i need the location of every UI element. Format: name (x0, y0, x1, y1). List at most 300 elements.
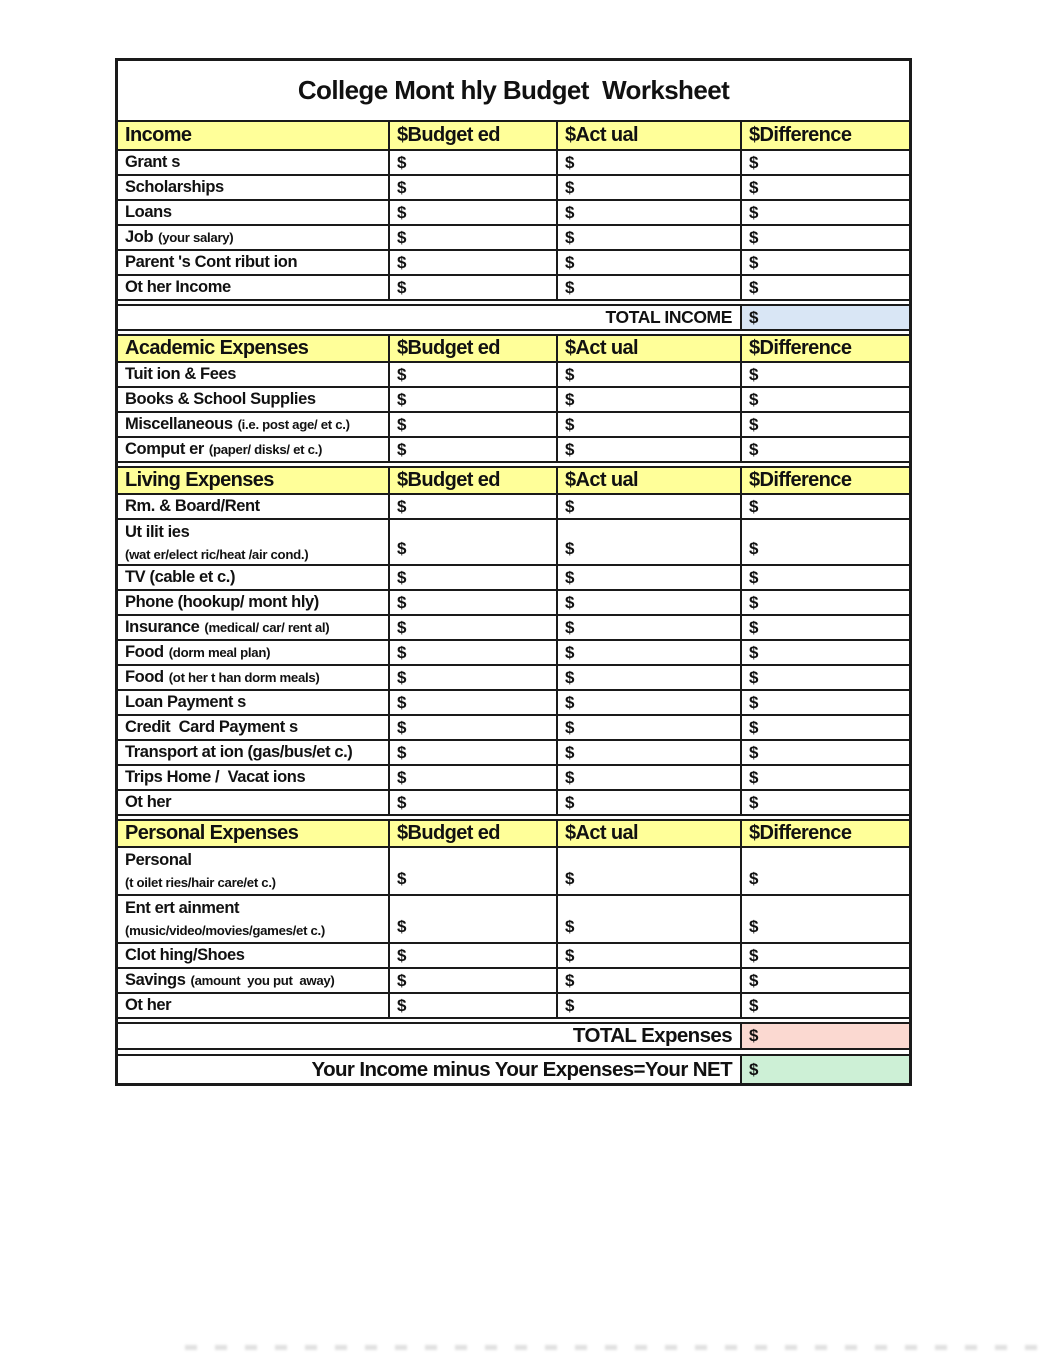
difference-header-cell (742, 336, 909, 361)
actual-cell (558, 741, 742, 764)
dollar-sign: $ (565, 767, 575, 787)
dollar-sign: $ (565, 414, 575, 434)
row-label: Parent 's Cont ribut ion (125, 253, 298, 271)
budgeted-cell (390, 520, 558, 564)
difference-cell (742, 616, 909, 639)
actual-cell (558, 201, 742, 224)
difference-cell (742, 176, 909, 199)
table-row-other-income (118, 276, 909, 301)
difference-cell (742, 716, 909, 739)
total-income-label: TOTAL INCOME (605, 307, 732, 327)
budgeted-cell (390, 994, 558, 1017)
dollar-sign: $ (749, 642, 759, 662)
budgeted-cell (390, 495, 558, 518)
table-row-food-other (118, 666, 909, 691)
actual-cell (558, 716, 742, 739)
budgeted-header: $Budget ed (397, 337, 500, 359)
row-label-cell (118, 691, 390, 714)
row-label-cell (118, 848, 390, 894)
dollar-sign: $ (749, 202, 759, 222)
table-row-trips-home (118, 766, 909, 791)
dollar-sign: $ (749, 364, 759, 384)
budgeted-header-cell (390, 468, 558, 493)
dollar-sign: $ (749, 970, 759, 990)
dollar-sign: $ (749, 567, 759, 587)
section-header-living-expenses (118, 466, 909, 495)
dollar-sign: $ (397, 917, 407, 936)
section-title: Academic Expenses (125, 337, 309, 359)
net-label-cell (118, 1056, 742, 1083)
budgeted-cell (390, 176, 558, 199)
budgeted-cell (390, 276, 558, 299)
actual-header-cell (558, 122, 742, 149)
dollar-sign: $ (749, 277, 759, 297)
budgeted-cell (390, 896, 558, 942)
row-label: Ot her (125, 996, 172, 1014)
actual-cell (558, 566, 742, 589)
section-title: Income (125, 124, 192, 146)
budgeted-cell (390, 438, 558, 461)
row-label-cell (118, 666, 390, 689)
dollar-sign: $ (565, 792, 575, 812)
dollar-sign: $ (397, 389, 407, 409)
actual-cell (558, 151, 742, 174)
table-row-scholarships (118, 176, 909, 201)
dollar-sign: $ (397, 152, 407, 172)
actual-cell (558, 276, 742, 299)
dollar-sign: $ (397, 869, 407, 888)
table-row-entertainment (118, 896, 909, 944)
dollar-sign: $ (565, 177, 575, 197)
actual-header: $Act ual (565, 124, 639, 146)
row-label-cell (118, 363, 390, 386)
dollar-sign: $ (565, 692, 575, 712)
dollar-sign: $ (749, 917, 759, 936)
table-row-savings (118, 969, 909, 994)
actual-cell (558, 363, 742, 386)
dollar-sign: $ (397, 227, 407, 247)
dollar-sign: $ (749, 539, 759, 558)
table-row-books-supplies (118, 388, 909, 413)
difference-header: $Difference (749, 469, 852, 491)
total-income-value-cell (742, 306, 909, 329)
difference-cell (742, 495, 909, 518)
row-label-cell (118, 413, 390, 436)
row-label: Books & School Supplies (125, 390, 316, 408)
row-note: (paper/ disks/ et c.) (208, 442, 323, 457)
actual-cell (558, 994, 742, 1017)
dollar-sign: $ (749, 1026, 759, 1045)
dollar-sign: $ (397, 439, 407, 459)
budgeted-cell (390, 151, 558, 174)
budgeted-cell (390, 848, 558, 894)
page-title: College Mont hly Budget Worksheet (297, 75, 730, 105)
row-label-cell (118, 151, 390, 174)
dollar-sign: $ (749, 767, 759, 787)
row-label-cell (118, 251, 390, 274)
budgeted-cell (390, 201, 558, 224)
difference-cell (742, 741, 909, 764)
table-row-other-living (118, 791, 909, 816)
table-row-clothing-shoes (118, 944, 909, 969)
section-title-cell (118, 122, 390, 149)
difference-cell (742, 766, 909, 789)
row-label: Loan Payment s (125, 693, 246, 711)
difference-cell (742, 666, 909, 689)
row-label: Food (125, 643, 164, 661)
row-label-cell (118, 201, 390, 224)
actual-cell (558, 438, 742, 461)
row-label-cell (118, 591, 390, 614)
table-row-miscellaneous (118, 413, 909, 438)
difference-cell (742, 848, 909, 894)
table-row-other-personal (118, 994, 909, 1019)
actual-header-cell (558, 336, 742, 361)
row-note: (i.e. post age/ et c.) (237, 417, 350, 432)
dollar-sign: $ (749, 307, 759, 327)
row-label: TV (cable et c.) (125, 568, 236, 586)
table-row-parents-contribution (118, 251, 909, 276)
row-label-cell (118, 741, 390, 764)
budgeted-cell (390, 716, 558, 739)
net-value-cell (742, 1056, 909, 1083)
budgeted-header-cell (390, 122, 558, 149)
dollar-sign: $ (565, 917, 575, 936)
dollar-sign: $ (397, 642, 407, 662)
table-row-computer (118, 438, 909, 463)
dollar-sign: $ (397, 995, 407, 1015)
dollar-sign: $ (397, 364, 407, 384)
dollar-sign: $ (565, 227, 575, 247)
dollar-sign: $ (397, 945, 407, 965)
actual-cell (558, 848, 742, 894)
row-label-cell (118, 896, 390, 942)
row-label: Ot her (125, 793, 172, 811)
section-header-personal-expenses (118, 819, 909, 848)
row-label: Personal (125, 851, 192, 869)
table-row-personal (118, 848, 909, 896)
row-label: Credit Card Payment s (125, 718, 298, 736)
dollar-sign: $ (565, 642, 575, 662)
dollar-sign: $ (749, 227, 759, 247)
budgeted-header-cell (390, 821, 558, 846)
row-label-cell (118, 176, 390, 199)
dollar-sign: $ (749, 717, 759, 737)
row-label-cell (118, 226, 390, 249)
row-label: Job (125, 228, 154, 246)
row-label: Ent ert ainment (125, 899, 240, 917)
difference-header: $Difference (749, 337, 852, 359)
dollar-sign: $ (565, 945, 575, 965)
section-header-income (118, 122, 909, 151)
row-label: Tuit ion & Fees (125, 365, 237, 383)
row-note: (your salary) (158, 230, 234, 245)
dollar-sign: $ (397, 742, 407, 762)
row-label-cell (118, 566, 390, 589)
actual-cell (558, 388, 742, 411)
total-expenses-row (118, 1022, 909, 1050)
row-label: Rm. & Board/Rent (125, 497, 260, 515)
dollar-sign: $ (749, 617, 759, 637)
scan-artifact (185, 1345, 1040, 1350)
table-row-tuition-fees (118, 363, 909, 388)
budgeted-header: $Budget ed (397, 822, 500, 844)
row-label: Miscellaneous (125, 415, 233, 433)
actual-cell (558, 791, 742, 814)
dollar-sign: $ (749, 692, 759, 712)
budgeted-cell (390, 666, 558, 689)
budgeted-cell (390, 591, 558, 614)
dollar-sign: $ (749, 869, 759, 888)
total-expenses-value-cell (742, 1024, 909, 1048)
section-title: Living Expenses (125, 469, 274, 491)
budget-worksheet-table (115, 58, 912, 1086)
difference-cell (742, 438, 909, 461)
row-label: Grant s (125, 153, 180, 171)
dollar-sign: $ (749, 177, 759, 197)
table-row-job (118, 226, 909, 251)
table-row-phone (118, 591, 909, 616)
dollar-sign: $ (397, 567, 407, 587)
row-label: Savings (125, 971, 186, 989)
budgeted-cell (390, 944, 558, 967)
actual-cell (558, 413, 742, 436)
difference-cell (742, 791, 909, 814)
actual-header-cell (558, 821, 742, 846)
dollar-sign: $ (749, 945, 759, 965)
row-label: Clot hing/Shoes (125, 946, 245, 964)
row-label: Scholarships (125, 178, 224, 196)
budgeted-header-cell (390, 336, 558, 361)
row-label-cell (118, 520, 390, 564)
difference-header-cell (742, 468, 909, 493)
dollar-sign: $ (397, 617, 407, 637)
dollar-sign: $ (565, 496, 575, 516)
difference-header: $Difference (749, 124, 852, 146)
budgeted-cell (390, 388, 558, 411)
row-label: Comput er (125, 440, 204, 458)
row-label-cell (118, 495, 390, 518)
section-title-cell (118, 468, 390, 493)
budgeted-cell (390, 641, 558, 664)
dollar-sign: $ (565, 717, 575, 737)
actual-cell (558, 969, 742, 992)
dollar-sign: $ (565, 995, 575, 1015)
row-label-cell (118, 388, 390, 411)
dollar-sign: $ (749, 792, 759, 812)
difference-header-cell (742, 821, 909, 846)
difference-cell (742, 520, 909, 564)
dollar-sign: $ (565, 592, 575, 612)
dollar-sign: $ (397, 202, 407, 222)
budgeted-cell (390, 251, 558, 274)
actual-cell (558, 226, 742, 249)
actual-cell (558, 896, 742, 942)
dollar-sign: $ (565, 667, 575, 687)
dollar-sign: $ (397, 252, 407, 272)
budgeted-cell (390, 691, 558, 714)
actual-header-cell (558, 468, 742, 493)
difference-cell (742, 363, 909, 386)
dollar-sign: $ (565, 277, 575, 297)
row-label-cell (118, 276, 390, 299)
row-label: Food (125, 668, 164, 686)
actual-cell (558, 944, 742, 967)
budgeted-cell (390, 616, 558, 639)
difference-cell (742, 276, 909, 299)
dollar-sign: $ (397, 592, 407, 612)
difference-cell (742, 388, 909, 411)
dollar-sign: $ (565, 970, 575, 990)
row-label: Trips Home / Vacat ions (125, 768, 306, 786)
row-label: Ut ilit ies (125, 523, 190, 541)
table-row-utilities (118, 520, 909, 566)
row-label: Loans (125, 203, 172, 221)
row-label-cell (118, 791, 390, 814)
net-label: Your Income minus Your Expenses=Your NET (311, 1057, 732, 1081)
budgeted-cell (390, 766, 558, 789)
dollar-sign: $ (749, 667, 759, 687)
total-expenses-label-cell (118, 1024, 742, 1048)
actual-header: $Act ual (565, 337, 639, 359)
row-label-cell (118, 766, 390, 789)
actual-cell (558, 251, 742, 274)
difference-cell (742, 151, 909, 174)
row-label-cell (118, 716, 390, 739)
budgeted-cell (390, 363, 558, 386)
dollar-sign: $ (749, 742, 759, 762)
budgeted-cell (390, 566, 558, 589)
net-row (118, 1054, 909, 1083)
row-label-cell (118, 641, 390, 664)
dollar-sign: $ (749, 995, 759, 1015)
difference-header-cell (742, 122, 909, 149)
difference-cell (742, 994, 909, 1017)
total-income-row (118, 304, 909, 331)
dollar-sign: $ (749, 414, 759, 434)
row-label: Ot her Income (125, 278, 231, 296)
dollar-sign: $ (397, 717, 407, 737)
dollar-sign: $ (397, 667, 407, 687)
dollar-sign: $ (565, 617, 575, 637)
row-label-cell (118, 944, 390, 967)
dollar-sign: $ (397, 767, 407, 787)
section-title-cell (118, 336, 390, 361)
difference-cell (742, 413, 909, 436)
table-row-grants (118, 151, 909, 176)
actual-cell (558, 666, 742, 689)
budgeted-cell (390, 226, 558, 249)
budgeted-cell (390, 741, 558, 764)
table-row-loans (118, 201, 909, 226)
row-note: (music/video/movies/games/et c.) (125, 923, 326, 938)
table-row-insurance (118, 616, 909, 641)
total-expenses-label: TOTAL Expenses (572, 1024, 732, 1047)
dollar-sign: $ (565, 567, 575, 587)
row-label: Phone (hookup/ mont hly) (125, 593, 319, 611)
table-row-tv (118, 566, 909, 591)
row-label-cell (118, 994, 390, 1017)
dollar-sign: $ (565, 539, 575, 558)
table-row-room-board (118, 495, 909, 520)
dollar-sign: $ (565, 439, 575, 459)
actual-header: $Act ual (565, 822, 639, 844)
section-title-cell (118, 821, 390, 846)
dollar-sign: $ (565, 252, 575, 272)
dollar-sign: $ (749, 496, 759, 516)
dollar-sign: $ (749, 592, 759, 612)
difference-cell (742, 969, 909, 992)
difference-cell (742, 591, 909, 614)
section-header-academic-expenses (118, 334, 909, 363)
actual-cell (558, 766, 742, 789)
dollar-sign: $ (565, 364, 575, 384)
row-note: (t oilet ries/hair care/et c.) (125, 875, 276, 890)
row-note: (wat er/elect ric/heat /air cond.) (125, 547, 309, 562)
dollar-sign: $ (565, 389, 575, 409)
dollar-sign: $ (397, 414, 407, 434)
dollar-sign: $ (397, 539, 407, 558)
dollar-sign: $ (397, 970, 407, 990)
difference-cell (742, 251, 909, 274)
dollar-sign: $ (565, 202, 575, 222)
table-row-loan-payments (118, 691, 909, 716)
dollar-sign: $ (397, 792, 407, 812)
difference-cell (742, 641, 909, 664)
dollar-sign: $ (397, 277, 407, 297)
table-row-transportation (118, 741, 909, 766)
difference-cell (742, 691, 909, 714)
dollar-sign: $ (397, 177, 407, 197)
budgeted-header: $Budget ed (397, 124, 500, 146)
row-label-cell (118, 616, 390, 639)
budgeted-cell (390, 969, 558, 992)
row-label: Insurance (125, 618, 200, 636)
difference-cell (742, 566, 909, 589)
row-note: (amount you put away) (190, 973, 335, 988)
dollar-sign: $ (565, 742, 575, 762)
actual-cell (558, 641, 742, 664)
difference-cell (742, 944, 909, 967)
total-income-label-cell (118, 306, 742, 329)
actual-cell (558, 616, 742, 639)
dollar-sign: $ (397, 692, 407, 712)
row-label-cell (118, 438, 390, 461)
row-label-cell (118, 969, 390, 992)
table-row-food-dorm (118, 641, 909, 666)
actual-cell (558, 176, 742, 199)
dollar-sign: $ (749, 1059, 759, 1079)
dollar-sign: $ (749, 439, 759, 459)
actual-cell (558, 591, 742, 614)
dollar-sign: $ (749, 252, 759, 272)
difference-header: $Difference (749, 822, 852, 844)
actual-cell (558, 520, 742, 564)
row-note: (ot her t han dorm meals) (168, 670, 320, 685)
actual-cell (558, 691, 742, 714)
dollar-sign: $ (397, 496, 407, 516)
actual-cell (558, 495, 742, 518)
difference-cell (742, 201, 909, 224)
dollar-sign: $ (749, 152, 759, 172)
budgeted-cell (390, 413, 558, 436)
row-note: (dorm meal plan) (168, 645, 271, 660)
section-title: Personal Expenses (125, 822, 299, 844)
actual-header: $Act ual (565, 469, 639, 491)
difference-cell (742, 226, 909, 249)
row-note: (medical/ car/ rent al) (204, 620, 330, 635)
budgeted-cell (390, 791, 558, 814)
